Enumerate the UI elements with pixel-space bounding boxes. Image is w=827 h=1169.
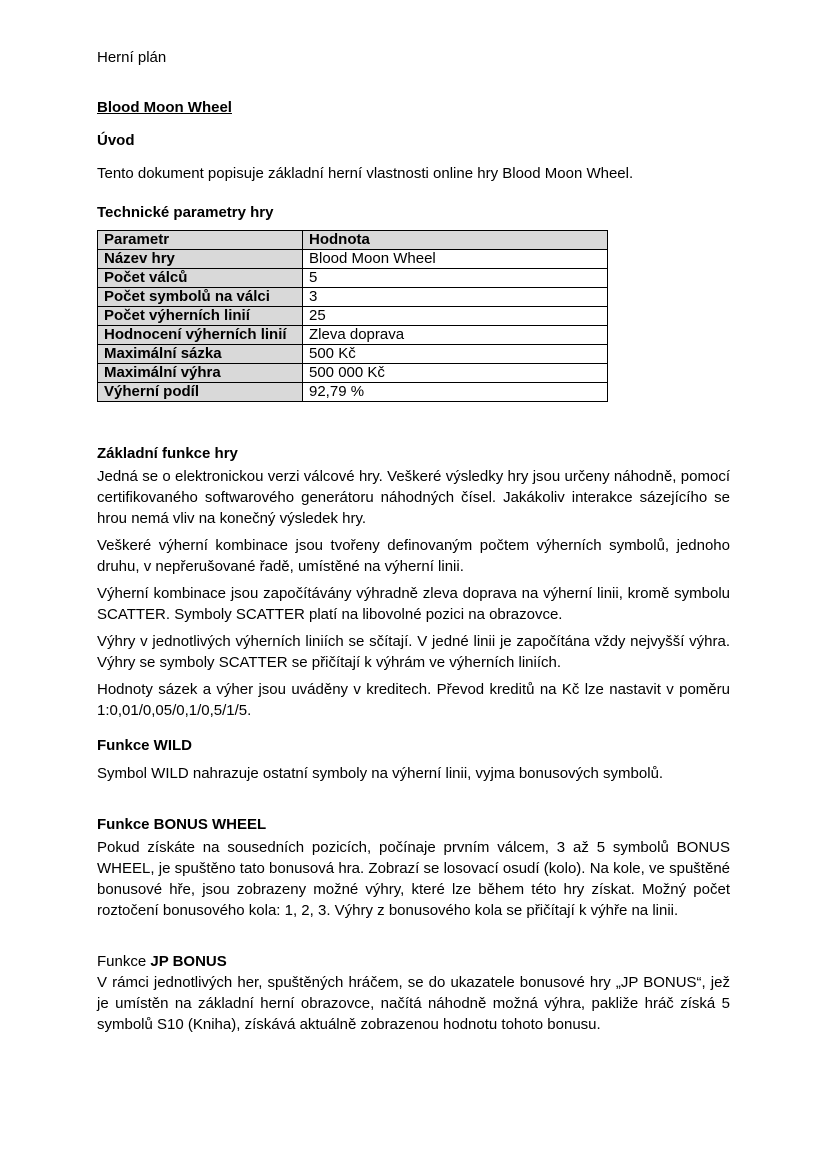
- wild-paragraph: Symbol WILD nahrazuje ostatní symboly na výherní linii, vyjma bonusových symbolů.: [97, 765, 664, 782]
- basic-paragraph-3: Výherní kombinace jsou započítávány výhradně zleva doprava na výherní linii, kromě symbolu SCATTER. Symboly SCATTER platí na libovolné pozici na obrazovce.: [97, 585, 730, 623]
- technical-parameters-table: [97, 230, 608, 402]
- basic-paragraph-1: Jedná se o elektronickou verzi válcové hry. Veškeré výsledky hry jsou určeny náhodně, pomocí certifikovaného softwarového generátoru náhodných čísel. Jakákoliv interakce sázejícího se hrou nemá vliv na konečný výsledek hry.: [97, 468, 730, 527]
- param-cell: Název hry: [98, 250, 303, 269]
- jp-heading-prefix: Funkce: [97, 953, 151, 970]
- document-title: Blood Moon Wheel: [97, 99, 232, 116]
- section-heading-basic-functions: Základní funkce hry: [97, 445, 238, 462]
- table-row: [98, 307, 608, 326]
- jp-heading-bold: JP BONUS: [150, 953, 227, 970]
- section-heading-intro: Úvod: [97, 132, 135, 149]
- value-cell: 500 000 Kč: [303, 364, 608, 383]
- table-row: [98, 288, 608, 307]
- bonus-wheel-paragraph: Pokud získáte na sousedních pozicích, počínaje prvním válcem, 3 až 5 symbolů BONUS WHEEL, je spuštěno tato bonusová hra. Zobrazí se losovací osudí (kolo). Na kole, ve spuštěné bonusové hře, jsou zobrazeny možné výhry, které lze během této hry získat. Možný počet roztočení bonusového kola: 1, 2, 3. Výhry z bonusového kola se přičítají k výhře na linii.: [97, 839, 730, 919]
- table-row: [98, 345, 608, 364]
- section-heading-bonus-wheel: Funkce BONUS WHEEL: [97, 816, 267, 833]
- document-header: Herní plán: [97, 49, 167, 66]
- table-header-hodnota: Hodnota: [303, 231, 608, 250]
- value-cell: 92,79 %: [303, 383, 608, 402]
- basic-paragraph-4: Výhry v jednotlivých výherních liniích se sčítají. V jedné linii je započítána vždy nejvyšší výhra. Výhry se symboly SCATTER se přičítají k výhrám ve výherních liniích.: [97, 633, 730, 671]
- table-header-row: [98, 231, 608, 250]
- section-heading-technical-parameters: Technické parametry hry: [97, 204, 274, 221]
- param-cell: Počet výherních linií: [98, 307, 303, 326]
- param-cell: Maximální sázka: [98, 345, 303, 364]
- table-header-parametr: Parametr: [98, 231, 303, 250]
- value-cell: 500 Kč: [303, 345, 608, 364]
- table-row: [98, 269, 608, 288]
- param-cell: Počet válců: [98, 269, 303, 288]
- table-row: [98, 250, 608, 269]
- value-cell: 3: [303, 288, 608, 307]
- table-row: [98, 326, 608, 345]
- basic-paragraph-5: Hodnoty sázek a výher jsou uváděny v kreditech. Převod kreditů na Kč lze nastavit v poměru 1:0,01/0,05/0,1/0,5/1/5.: [97, 681, 730, 719]
- section-heading-jp-bonus: [97, 951, 730, 972]
- value-cell: 5: [303, 269, 608, 288]
- jp-bonus-paragraph: V rámci jednotlivých her, spuštěných hráčem, se do ukazatele bonusové hry „JP BONUS“, jež je umístěn na základní herní obrazovce, načítá náhodně možná výhra, pakliže hráč získá 5 symbolů S10 (Kniha), získává aktuálně zobrazenou hodnotu tohoto bonusu.: [97, 974, 730, 1033]
- param-cell: Výherní podíl: [98, 383, 303, 402]
- value-cell: Zleva doprava: [303, 326, 608, 345]
- basic-paragraph-2: Veškeré výherní kombinace jsou tvořeny definovaným počtem výherních symbolů, jednoho druhu, v nepřerušované řadě, umístěné na výherní linii.: [97, 537, 730, 575]
- param-cell: Počet symbolů na válci: [98, 288, 303, 307]
- intro-paragraph: Tento dokument popisuje základní herní vlastnosti online hry Blood Moon Wheel.: [97, 165, 634, 182]
- section-heading-wild: Funkce WILD: [97, 737, 193, 754]
- value-cell: 25: [303, 307, 608, 326]
- param-cell: Hodnocení výherních linií: [98, 326, 303, 345]
- table-row: [98, 383, 608, 402]
- value-cell: Blood Moon Wheel: [303, 250, 608, 269]
- param-cell: Maximální výhra: [98, 364, 303, 383]
- table-row: [98, 364, 608, 383]
